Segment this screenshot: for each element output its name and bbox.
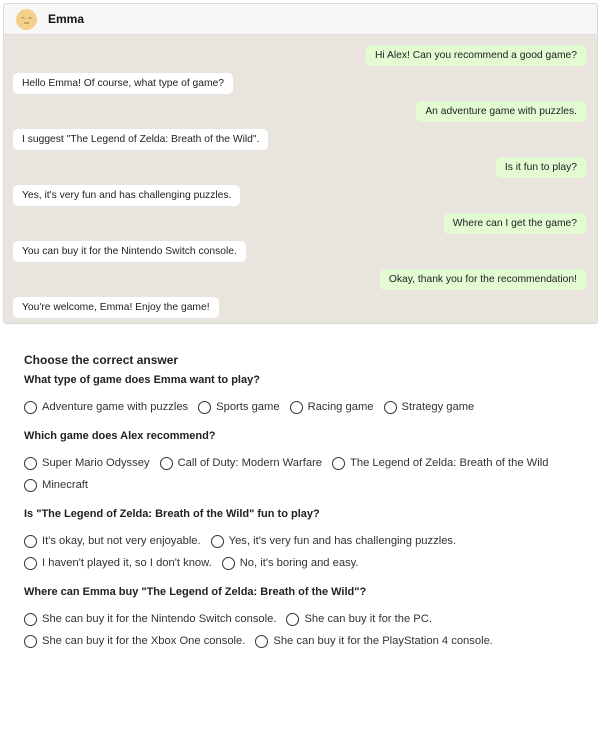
options-q2 <box>24 452 584 496</box>
message-list <box>4 35 597 324</box>
avatar <box>16 9 37 30</box>
message-outgoing: Okay, thank you for the recommendation! <box>380 269 586 290</box>
radio-button[interactable] <box>24 613 37 626</box>
radio-button[interactable] <box>384 401 397 414</box>
message-incoming: Yes, it's very fun and has challenging puzzles. <box>13 185 240 206</box>
radio-button[interactable] <box>290 401 303 414</box>
option-q3-a[interactable]: It's okay, but not very enjoyable. <box>24 530 201 552</box>
option-q2-c[interactable]: The Legend of Zelda: Breath of the Wild <box>332 452 548 474</box>
option-q1-b[interactable]: Sports game <box>198 396 279 418</box>
message-incoming: You can buy it for the Nintendo Switch console. <box>13 241 246 262</box>
option-q4-c[interactable]: She can buy it for the Xbox One console. <box>24 630 245 652</box>
radio-button[interactable] <box>222 557 235 570</box>
option-q2-d[interactable]: Minecraft <box>24 474 88 496</box>
option-q1-a[interactable]: Adventure game with puzzles <box>24 396 188 418</box>
message-incoming: I suggest "The Legend of Zelda: Breath of the Wild". <box>13 129 268 150</box>
option-q4-b[interactable]: She can buy it for the PC. <box>286 608 431 630</box>
radio-button[interactable] <box>286 613 299 626</box>
message-outgoing: Is it fun to play? <box>496 157 586 178</box>
radio-button[interactable] <box>24 479 37 492</box>
message-outgoing: Hi Alex! Can you recommend a good game? <box>366 45 586 66</box>
question-3: Is "The Legend of Zelda: Breath of the Wild" fun to play? <box>24 508 320 520</box>
radio-button[interactable] <box>255 635 268 648</box>
message-incoming: Hello Emma! Of course, what type of game? <box>13 73 233 94</box>
radio-button[interactable] <box>24 557 37 570</box>
option-q4-a[interactable]: She can buy it for the Nintendo Switch console. <box>24 608 276 630</box>
option-q3-b[interactable]: Yes, it's very fun and has challenging puzzles. <box>211 530 456 552</box>
options-q1 <box>24 396 584 418</box>
question-1: What type of game does Emma want to play? <box>24 374 260 386</box>
radio-button[interactable] <box>24 457 37 470</box>
radio-button[interactable] <box>332 457 345 470</box>
quiz-title: Choose the correct answer <box>24 353 179 367</box>
option-q3-d[interactable]: No, it's boring and easy. <box>222 552 359 574</box>
radio-button[interactable] <box>160 457 173 470</box>
option-q2-a[interactable]: Super Mario Odyssey <box>24 452 150 474</box>
question-2: Which game does Alex recommend? <box>24 430 216 442</box>
chat-header <box>4 4 597 35</box>
radio-button[interactable] <box>198 401 211 414</box>
message-outgoing: An adventure game with puzzles. <box>416 101 586 122</box>
chat-window <box>3 3 598 324</box>
radio-button[interactable] <box>24 635 37 648</box>
options-q4 <box>24 608 584 652</box>
radio-button[interactable] <box>24 535 37 548</box>
option-q1-d[interactable]: Strategy game <box>384 396 475 418</box>
option-q2-b[interactable]: Call of Duty: Modern Warfare <box>160 452 322 474</box>
quiz-section <box>24 352 594 652</box>
options-q3 <box>24 530 584 574</box>
question-4: Where can Emma buy "The Legend of Zelda: Breath of the Wild"? <box>24 586 367 598</box>
message-incoming: You're welcome, Emma! Enjoy the game! <box>13 297 219 318</box>
option-q4-d[interactable]: She can buy it for the PlayStation 4 console. <box>255 630 493 652</box>
contact-name: Emma <box>48 12 85 26</box>
sleepy-face-icon <box>16 9 37 30</box>
radio-button[interactable] <box>211 535 224 548</box>
message-outgoing: Where can I get the game? <box>444 213 586 234</box>
option-q3-c[interactable]: I haven't played it, so I don't know. <box>24 552 212 574</box>
radio-button[interactable] <box>24 401 37 414</box>
option-q1-c[interactable]: Racing game <box>290 396 374 418</box>
